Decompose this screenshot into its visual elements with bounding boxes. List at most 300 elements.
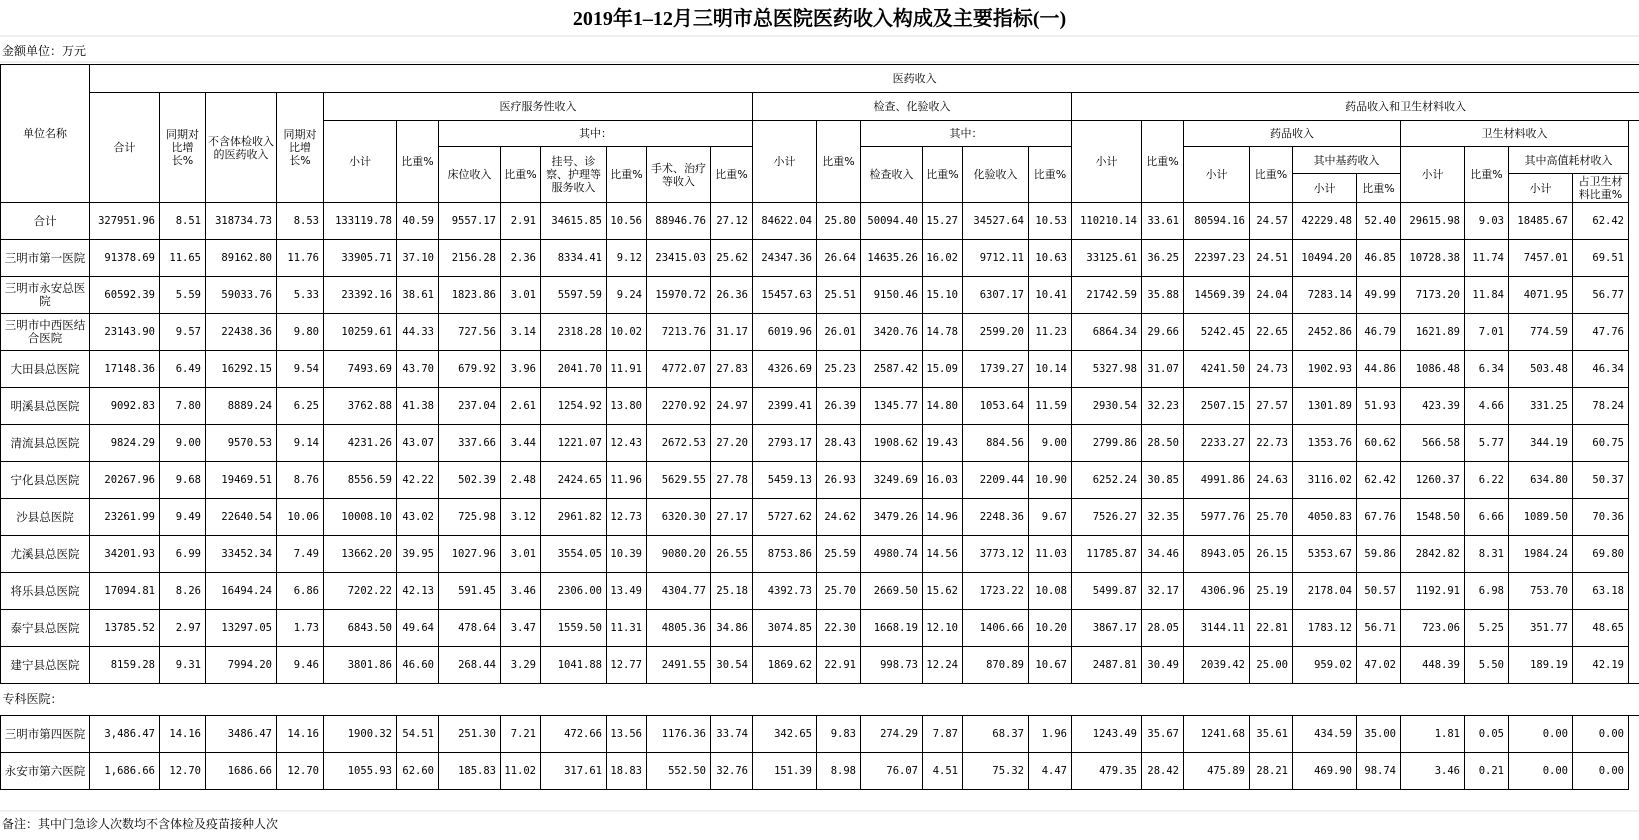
table-cell: 3.46 [501, 573, 541, 610]
table-cell: 9557.17 [439, 203, 501, 240]
table-cell: 9.57 [160, 314, 206, 351]
table-cell: 11785.87 [1072, 536, 1142, 573]
table-cell: 15457.63 [753, 277, 817, 314]
table-cell: 1668.19 [861, 610, 923, 647]
table-cell: 24347.36 [753, 240, 817, 277]
header-exam: 检查收入 [861, 147, 923, 203]
table-cell: 3554.05 [541, 536, 607, 573]
table-cell: 2156.28 [439, 240, 501, 277]
table-cell: 22.73 [1250, 425, 1293, 462]
table-cell: 9.00 [160, 425, 206, 462]
table-cell: 9.12 [607, 240, 647, 277]
table-cell: 25.70 [817, 573, 861, 610]
table-cell: 22.91 [817, 647, 861, 684]
table-cell: 28.21 [1250, 753, 1293, 790]
table-cell: 5.77 [1465, 425, 1509, 462]
table-cell: 68.37 [963, 716, 1029, 753]
unit-label: 金额单位：万元 [2, 44, 87, 58]
table-cell: 479.35 [1072, 753, 1142, 790]
table-cell: 32.23 [1142, 388, 1184, 425]
table-cell: 6.22 [1465, 462, 1509, 499]
table-cell: 3116.02 [1293, 462, 1357, 499]
table-cell: 5977.76 [1184, 499, 1250, 536]
table-cell: 3.01 [501, 277, 541, 314]
table-cell: 1783.12 [1293, 610, 1357, 647]
table-cell: 49.99 [1357, 277, 1401, 314]
table-cell: 6.25 [277, 388, 324, 425]
table-cell: 59.86 [1357, 536, 1401, 573]
table-cell: 8334.41 [541, 240, 607, 277]
table-cell: 6320.30 [647, 499, 711, 536]
income-table [0, 64, 1639, 790]
table-cell: 70.36 [1573, 499, 1629, 536]
table-cell: 35.00 [1357, 716, 1401, 753]
table-cell: 32.76 [711, 753, 753, 790]
table-cell: 472.66 [541, 716, 607, 753]
header-drug-ratio: 比重% [1250, 147, 1293, 203]
table-cell: 24.63 [1250, 462, 1293, 499]
table-cell: 9080.20 [647, 536, 711, 573]
table-cell: 10.56 [607, 203, 647, 240]
table-cell: 337.66 [439, 425, 501, 462]
table-cell: 54.51 [397, 716, 439, 753]
table-cell: 12.10 [923, 610, 963, 647]
table-cell: 774.59 [1509, 314, 1573, 351]
table-cell: 1241.68 [1184, 716, 1250, 753]
table-cell: 469.90 [1293, 753, 1357, 790]
table-cell: 11.74 [1465, 240, 1509, 277]
table-cell: 478.64 [439, 610, 501, 647]
table-cell: 4071.95 [1509, 277, 1573, 314]
table-cell: 8943.05 [1184, 536, 1250, 573]
table-cell: 2039.42 [1184, 647, 1250, 684]
table-cell: 552.50 [647, 753, 711, 790]
table-cell: 62.60 [397, 753, 439, 790]
header-drug-sub: 小计 [1184, 147, 1250, 203]
table-cell: 25.51 [817, 277, 861, 314]
table-cell: 10008.10 [324, 499, 397, 536]
table-cell: 25.80 [817, 203, 861, 240]
header-material-ratio: 比重% [1465, 147, 1509, 203]
table-cell: 151.39 [753, 753, 817, 790]
table-cell: 12.43 [607, 425, 647, 462]
table-cell: 98.74 [1357, 753, 1401, 790]
table-row [1, 536, 1639, 573]
table-cell: 3.29 [501, 647, 541, 684]
table-cell: 10.08 [1029, 573, 1072, 610]
table-cell: 8.76 [277, 462, 324, 499]
table-cell: 7.87 [923, 716, 963, 753]
table-cell: 1176.36 [647, 716, 711, 753]
table-cell: 9.24 [607, 277, 647, 314]
header-high-ratio: 占卫生材料比重% [1573, 174, 1629, 203]
table-row [1, 425, 1639, 462]
header-lab-ratio: 比重% [1029, 147, 1072, 203]
table-cell: 29615.98 [1401, 203, 1465, 240]
table-cell: 2.48 [501, 462, 541, 499]
table-cell: 5242.45 [1184, 314, 1250, 351]
table-cell: 14.96 [923, 499, 963, 536]
table-cell: 1221.07 [541, 425, 607, 462]
table-cell: 89162.80 [206, 240, 277, 277]
table-cell: 725.98 [439, 499, 501, 536]
table-cell: 28.05 [1142, 610, 1184, 647]
table-cell: 10.02 [607, 314, 647, 351]
table-cell: 62.42 [1357, 462, 1401, 499]
table-cell: 19.43 [923, 425, 963, 462]
table-cell: 4241.50 [1184, 351, 1250, 388]
table-cell: 327951.96 [90, 203, 160, 240]
table-cell: 9092.83 [90, 388, 160, 425]
table-cell: 48.65 [1573, 610, 1629, 647]
header-basic-ratio: 比重% [1357, 174, 1401, 203]
row-name: 三明市第四医院 [1, 716, 90, 753]
table-cell: 13297.05 [206, 610, 277, 647]
table-cell: 6.86 [277, 573, 324, 610]
table-cell: 10.53 [1029, 203, 1072, 240]
table-cell: 26.01 [817, 314, 861, 351]
table-cell: 9570.53 [206, 425, 277, 462]
row-name: 宁化县总医院 [1, 462, 90, 499]
table-cell: 12.77 [607, 647, 647, 684]
table-cell: 22.81 [1250, 610, 1293, 647]
table-cell: 78.24 [1573, 388, 1629, 425]
table-cell: 25.19 [1250, 573, 1293, 610]
table-cell: 0.00 [1573, 753, 1629, 790]
table-cell: 1723.22 [963, 573, 1029, 610]
table-cell: 56.71 [1357, 610, 1401, 647]
table-cell: 5.33 [277, 277, 324, 314]
table-cell: 23261.99 [90, 499, 160, 536]
table-cell: 24.51 [1250, 240, 1293, 277]
table-cell: 29.66 [1142, 314, 1184, 351]
table-cell: 10.20 [1029, 610, 1072, 647]
header-service-ratio: 比重% [397, 121, 439, 203]
table-cell: 3773.12 [963, 536, 1029, 573]
table-cell: 998.73 [861, 647, 923, 684]
table-cell: 1053.64 [963, 388, 1029, 425]
table-cell: 25.00 [1250, 647, 1293, 684]
row-name: 三明市第一医院 [1, 240, 90, 277]
header-exam-of-which: 其中： [861, 121, 1072, 147]
table-cell: 8.26 [160, 573, 206, 610]
table-cell: 31.07 [1142, 351, 1184, 388]
table-cell: 959.02 [1293, 647, 1357, 684]
table-cell: 6.34 [1465, 351, 1509, 388]
table-cell: 14.56 [923, 536, 963, 573]
table-cell: 5727.62 [753, 499, 817, 536]
table-cell: 17148.36 [90, 351, 160, 388]
table-cell: 33.61 [1142, 203, 1184, 240]
table-cell: 22438.36 [206, 314, 277, 351]
row-name: 合计 [1, 203, 90, 240]
table-cell: 37.10 [397, 240, 439, 277]
table-cell: 18485.67 [1509, 203, 1573, 240]
table-cell: 50094.40 [861, 203, 923, 240]
table-cell: 24.62 [817, 499, 861, 536]
table-cell: 2.36 [501, 240, 541, 277]
table-cell: 8556.59 [324, 462, 397, 499]
table-cell: 43.70 [397, 351, 439, 388]
table-cell: 16.03 [923, 462, 963, 499]
table-cell: 76.07 [861, 753, 923, 790]
table-cell: 9.67 [1029, 499, 1072, 536]
table-cell: 6252.24 [1072, 462, 1142, 499]
table-cell: 16494.24 [206, 573, 277, 610]
table-cell: 434.59 [1293, 716, 1357, 753]
table-cell: 753.70 [1509, 573, 1573, 610]
table-cell: 251.30 [439, 716, 501, 753]
table-cell: 32.17 [1142, 573, 1184, 610]
section-row [1, 684, 1639, 716]
table-cell: 6.98 [1465, 573, 1509, 610]
table-cell: 727.56 [439, 314, 501, 351]
table-cell: 9.54 [277, 351, 324, 388]
table-row [1, 499, 1639, 536]
table-cell: 723.06 [1401, 610, 1465, 647]
table-cell: 8159.28 [90, 647, 160, 684]
table-cell: 33125.61 [1072, 240, 1142, 277]
header-registration: 挂号、诊察、护理等服务收入 [541, 147, 607, 203]
table-cell: 9.83 [817, 716, 861, 753]
table-cell: 42.19 [1573, 647, 1629, 684]
table-cell: 3.46 [1401, 753, 1465, 790]
table-cell: 189.19 [1509, 647, 1573, 684]
table-cell: 9.03 [1465, 203, 1509, 240]
table-cell: 24.57 [1250, 203, 1293, 240]
table-cell: 13.49 [607, 573, 647, 610]
table-cell: 6.66 [1465, 499, 1509, 536]
table-cell: 40.59 [397, 203, 439, 240]
table-cell: 2452.86 [1293, 314, 1357, 351]
table-cell: 237.04 [439, 388, 501, 425]
table-cell: 3486.47 [206, 716, 277, 753]
row-name: 尤溪县总医院 [1, 536, 90, 573]
table-cell: 1345.77 [861, 388, 923, 425]
table-cell: 3801.86 [324, 647, 397, 684]
table-cell: 0.05 [1465, 716, 1509, 753]
row-name: 大田县总医院 [1, 351, 90, 388]
row-name: 建宁县总医院 [1, 647, 90, 684]
table-cell: 9.46 [277, 647, 324, 684]
table-cell: 12.24 [923, 647, 963, 684]
table-cell: 60.62 [1357, 425, 1401, 462]
table-cell: 2487.81 [1072, 647, 1142, 684]
table-cell: 351.77 [1509, 610, 1573, 647]
table-cell: 30.54 [711, 647, 753, 684]
table-cell: 4805.36 [647, 610, 711, 647]
table-cell: 2.61 [501, 388, 541, 425]
table-cell: 1086.48 [1401, 351, 1465, 388]
table-cell: 63.18 [1573, 573, 1629, 610]
table-cell: 42.22 [397, 462, 439, 499]
table-cell: 33.74 [711, 716, 753, 753]
table-cell: 15.09 [923, 351, 963, 388]
table-cell: 1.81 [1401, 716, 1465, 753]
table-cell: 317.61 [541, 753, 607, 790]
header-drug-income: 药品收入 [1184, 121, 1401, 147]
table-cell: 1686.66 [206, 753, 277, 790]
table-cell: 22397.23 [1184, 240, 1250, 277]
table-cell: 49.64 [397, 610, 439, 647]
table-cell: 10.06 [277, 499, 324, 536]
table-cell: 51.93 [1357, 388, 1401, 425]
table-cell: 6864.34 [1072, 314, 1142, 351]
table-cell: 0.00 [1509, 716, 1573, 753]
page-title: 2019年1–12月三明市总医院医药收入构成及主要指标(一) [572, 8, 1067, 30]
table-cell: 14.78 [923, 314, 963, 351]
table-cell: 46.34 [1573, 351, 1629, 388]
table-cell: 13.80 [607, 388, 647, 425]
table-cell: 11.91 [607, 351, 647, 388]
table-cell: 15970.72 [647, 277, 711, 314]
table-cell: 23392.16 [324, 277, 397, 314]
table-cell: 1548.50 [1401, 499, 1465, 536]
table-cell: 16.02 [923, 240, 963, 277]
table-cell: 31.17 [711, 314, 753, 351]
table-cell: 2599.20 [963, 314, 1029, 351]
table-cell: 8.53 [277, 203, 324, 240]
table-cell: 30.49 [1142, 647, 1184, 684]
table-cell: 39.95 [397, 536, 439, 573]
table-cell: 8.31 [1465, 536, 1509, 573]
table-cell: 1984.24 [1509, 536, 1573, 573]
table-cell: 26.93 [817, 462, 861, 499]
table-cell: 14569.39 [1184, 277, 1250, 314]
table-cell: 133119.78 [324, 203, 397, 240]
table-cell: 11.02 [501, 753, 541, 790]
table-cell: 2.91 [501, 203, 541, 240]
table-cell: 11.31 [607, 610, 647, 647]
table-cell: 4.51 [923, 753, 963, 790]
header-surgery: 手术、治疗等收入 [647, 147, 711, 203]
header-exam-ratio2: 比重% [923, 147, 963, 203]
table-cell: 5499.87 [1072, 573, 1142, 610]
header-reg-ratio: 比重% [607, 147, 647, 203]
table-cell: 9.49 [160, 499, 206, 536]
table-cell: 62.42 [1573, 203, 1629, 240]
table-cell: 46.85 [1357, 240, 1401, 277]
table-cell: 11.23 [1029, 314, 1072, 351]
table-cell: 46.79 [1357, 314, 1401, 351]
table-cell: 884.56 [963, 425, 1029, 462]
table-cell: 6.49 [160, 351, 206, 388]
table-cell: 7173.20 [1401, 277, 1465, 314]
row-name: 将乐县总医院 [1, 573, 90, 610]
table-cell: 8889.24 [206, 388, 277, 425]
row-name: 三明市永安总医院 [1, 277, 90, 314]
header-material-sub: 小计 [1401, 147, 1465, 203]
table-cell: 36.25 [1142, 240, 1184, 277]
table-cell: 4231.26 [324, 425, 397, 462]
table-cell: 4.47 [1029, 753, 1072, 790]
table-cell: 23415.03 [647, 240, 711, 277]
table-cell: 26.15 [1250, 536, 1293, 573]
table-cell: 11.76 [277, 240, 324, 277]
table-cell: 2793.17 [753, 425, 817, 462]
table-cell: 67.76 [1357, 499, 1401, 536]
table-cell: 448.39 [1401, 647, 1465, 684]
table-cell: 1.96 [1029, 716, 1072, 753]
table-cell: 3420.76 [861, 314, 923, 351]
table-cell: 1908.62 [861, 425, 923, 462]
table-cell: 18.83 [607, 753, 647, 790]
table-cell: 28.50 [1142, 425, 1184, 462]
header-drugmat-sub: 小计 [1072, 121, 1142, 203]
table-cell: 344.19 [1509, 425, 1573, 462]
table-cell: 3.96 [501, 351, 541, 388]
table-cell: 6.99 [160, 536, 206, 573]
table-cell: 2491.55 [647, 647, 711, 684]
table-cell: 4326.69 [753, 351, 817, 388]
table-cell: 10.41 [1029, 277, 1072, 314]
table-cell: 5.25 [1465, 610, 1509, 647]
table-cell: 7.49 [277, 536, 324, 573]
table-cell: 84622.04 [753, 203, 817, 240]
table-cell: 44.86 [1357, 351, 1401, 388]
table-cell: 9.00 [1029, 425, 1072, 462]
table-cell: 1089.50 [1509, 499, 1573, 536]
table-cell: 7.01 [1465, 314, 1509, 351]
table-cell: 26.64 [817, 240, 861, 277]
table-cell: 502.39 [439, 462, 501, 499]
table-cell: 9.68 [160, 462, 206, 499]
table-cell: 56.77 [1573, 277, 1629, 314]
table-cell: 591.45 [439, 573, 501, 610]
table-cell: 9150.46 [861, 277, 923, 314]
table-cell: 24.04 [1250, 277, 1293, 314]
table-cell: 35.67 [1142, 716, 1184, 753]
table-cell: 7283.14 [1293, 277, 1357, 314]
table-cell: 25.59 [817, 536, 861, 573]
table-cell: 34527.64 [963, 203, 1029, 240]
table-cell: 475.89 [1184, 753, 1250, 790]
table-cell: 2799.86 [1072, 425, 1142, 462]
header-high-value: 其中高值耗材收入 [1509, 147, 1629, 174]
table-cell: 2587.42 [861, 351, 923, 388]
table-cell: 7.80 [160, 388, 206, 425]
table-cell: 2424.65 [541, 462, 607, 499]
table-cell: 27.17 [711, 499, 753, 536]
table-cell: 318734.73 [206, 203, 277, 240]
table-cell: 7202.22 [324, 573, 397, 610]
header-bed: 床位收入 [439, 147, 501, 203]
table-cell: 46.60 [397, 647, 439, 684]
table-cell: 1406.66 [963, 610, 1029, 647]
table-cell: 110210.14 [1072, 203, 1142, 240]
table-cell: 1,686.66 [90, 753, 160, 790]
table-cell: 3.12 [501, 499, 541, 536]
table-cell: 1260.37 [1401, 462, 1465, 499]
table-cell: 1027.96 [439, 536, 501, 573]
table-cell: 10.39 [607, 536, 647, 573]
table-cell: 43.02 [397, 499, 439, 536]
header-high-sub: 小计 [1509, 174, 1573, 203]
table-cell: 43.07 [397, 425, 439, 462]
table-cell: 14.16 [160, 716, 206, 753]
header-drugmat-ratio: 比重% [1142, 121, 1184, 203]
table-cell: 2318.28 [541, 314, 607, 351]
section-label: 专科医院： [1, 684, 1639, 716]
table-cell: 7213.76 [647, 314, 711, 351]
table-cell: 80594.16 [1184, 203, 1250, 240]
table-cell: 5629.55 [647, 462, 711, 499]
header-lab: 化验收入 [963, 147, 1029, 203]
table-cell: 91378.69 [90, 240, 160, 277]
table-cell: 14635.26 [861, 240, 923, 277]
table-cell: 34615.85 [541, 203, 607, 240]
table-cell: 5327.98 [1072, 351, 1142, 388]
